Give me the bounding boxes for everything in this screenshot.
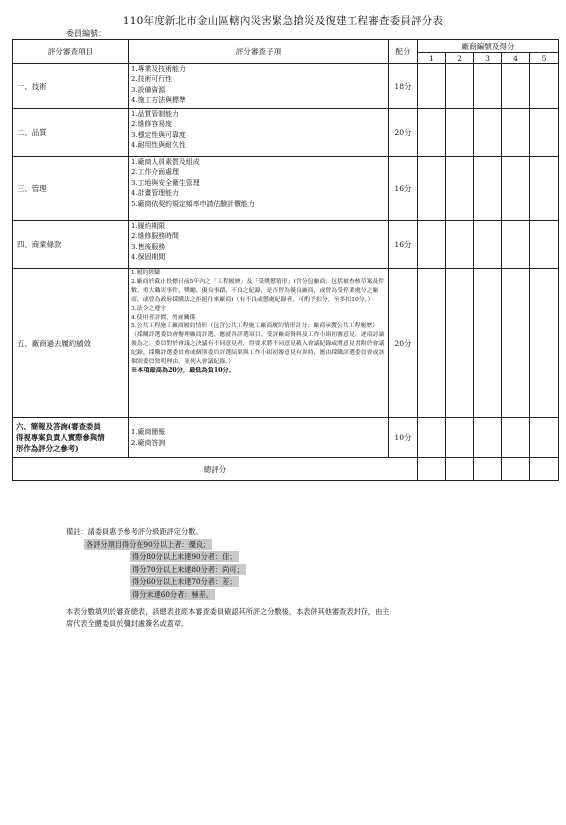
subitem: 2.技術可行性 <box>131 75 173 84</box>
category-line: 形作為評分之參考) <box>16 444 79 453</box>
points-quality: 20分 <box>389 109 418 157</box>
category-past-performance: 五、廠商過去履約績效 <box>13 269 129 418</box>
subitem: 1.履約期限 <box>131 222 166 230</box>
grade-very-poor: 得分未達60分者：極差。 <box>132 589 214 599</box>
score-cell[interactable] <box>446 64 474 109</box>
score-cell[interactable] <box>446 418 474 458</box>
subitem: 4.使用者評價、勞雇關係 <box>131 314 196 321</box>
score-cell[interactable] <box>474 269 502 418</box>
subitem: 2.工作介面處理 <box>131 168 179 177</box>
committee-number-label: 委員編號： <box>66 29 106 38</box>
score-cell[interactable] <box>474 109 502 157</box>
table-row <box>13 64 559 109</box>
score-cell[interactable] <box>502 221 530 269</box>
subitem: 4.耐用性與耐久性 <box>131 141 186 150</box>
score-cell[interactable] <box>418 221 446 269</box>
points-management: 16分 <box>389 157 418 221</box>
points-past-performance: 20分 <box>389 269 418 418</box>
vendor-number-5: 5 <box>530 53 559 64</box>
score-cell[interactable] <box>502 157 530 221</box>
header-evaluation-item: 評分審查項目 <box>13 40 129 64</box>
category-line: 六、簡報及答詢(審查委員 <box>16 422 101 431</box>
subitem: 1.廠商人員素質及組成 <box>131 158 200 166</box>
subitem: 1.品質管制能力 <box>131 110 179 118</box>
subitem: 5.廠商依契約規定頻率申請估驗計價能力 <box>131 199 255 208</box>
table-row <box>13 221 559 269</box>
subitem: 4.施工方法與標準 <box>131 96 186 105</box>
score-cell[interactable] <box>530 64 559 109</box>
score-cell[interactable] <box>446 269 474 418</box>
score-cell[interactable] <box>446 157 474 221</box>
vendor-number-3: 3 <box>474 53 502 64</box>
subitems-technical <box>129 64 389 109</box>
total-score-cell[interactable] <box>530 458 559 481</box>
subitem: 2.維修容易度 <box>131 120 173 129</box>
score-cell[interactable] <box>418 157 446 221</box>
remarks-intro: 備註：請委員惠予參考評分級距評定分數。 <box>66 527 203 536</box>
subitem: 2.維修服務時間 <box>131 232 179 241</box>
total-score-label: 總評分 <box>13 458 418 481</box>
remarks-paragraph-line: 席代表全體委員於彌封處簽名或蓋章。 <box>66 618 189 628</box>
total-score-cell[interactable] <box>502 458 530 481</box>
grade-poor: 得分60分以上未達70分者：差； <box>132 577 237 587</box>
score-cell[interactable] <box>474 221 502 269</box>
vendor-number-2: 2 <box>446 53 474 64</box>
score-range-note: ※本項最高為20分，最低為負10分。 <box>131 366 235 374</box>
score-cell[interactable] <box>418 109 446 157</box>
subitem: 4.計畫管理能力 <box>131 189 179 198</box>
subitems-presentation <box>129 418 389 458</box>
subitem: 3.法令之遵守 <box>131 305 167 312</box>
category-management: 三、管理 <box>13 157 129 221</box>
category-line: 得視專案負責人實際參與情 <box>16 433 105 442</box>
score-cell[interactable] <box>418 269 446 418</box>
subitem: 3.工地與安全衛生管理 <box>131 178 200 187</box>
header-score-allocation: 配分 <box>389 40 418 64</box>
subitem: 3.穩定性與可靠度 <box>131 130 186 139</box>
subitem: 2.廠商答詢 <box>131 438 166 447</box>
category-presentation <box>13 418 129 458</box>
header-vendor-scores: 廠商編號及得分 <box>418 40 559 53</box>
total-score-cell[interactable] <box>446 458 474 481</box>
subitem: 1.專業及技術能力 <box>131 65 186 73</box>
page-title: 110年度新北市金山區轄內災害緊急搶災及復建工程審查委員評分表 <box>122 15 444 27</box>
subitem: 2.廠商於截止投標日前5年內之「工程履歷」及「受獎懲情形」(含分包廠商；包括被查核草案及件數、重大職災事件、獎勵、優良事蹟、不良之紀錄，是否曾為優良廠商，或曾為受停業處分之廠商，或曾為政府採購法之拒絕往來廠商)（有不良或懲處紀錄者，可酌予扣分，至多扣10分。） <box>131 278 385 303</box>
header-evaluation-subitem: 評分審查子項 <box>129 40 389 64</box>
score-cell[interactable] <box>418 418 446 458</box>
vendor-number-4: 4 <box>502 53 530 64</box>
score-cell[interactable] <box>474 64 502 109</box>
subitems-quality <box>129 109 389 157</box>
score-cell[interactable] <box>502 109 530 157</box>
points-commercial-terms: 16分 <box>389 221 418 269</box>
table-row <box>13 418 559 458</box>
score-cell[interactable] <box>502 64 530 109</box>
category-commercial-terms: 四、商業條款 <box>13 221 129 269</box>
subitem: 1.廠商簡報 <box>131 428 166 437</box>
table-row <box>13 109 559 157</box>
grade-good: 得分80分以上未達90分者：佳； <box>132 552 237 562</box>
score-cell[interactable] <box>446 221 474 269</box>
score-cell[interactable] <box>530 157 559 221</box>
subitems-past-performance <box>129 269 389 418</box>
subitem: 4.保固期間 <box>131 253 166 262</box>
total-score-cell[interactable] <box>418 458 446 481</box>
subitem: 5.公共工程施工廠商履約情形（包含公共工程施工廠商履約情形計分、廠商承攬公共工程履歷）（採購評選委員會辦理廠商評選，應就各評選項目、受評廠商資料及工作小組初審意見，逐項討論後為之。委員對於會議之決議有不同意見者，得要求將不同意見載入會議紀錄或將意見書附於會議紀錄。採購評選委員會或個別委員評選結果與工作小組初審意見有異時，應由採購評選委員會或該個別委員敘明理由，並列入會議紀錄。） <box>131 323 385 366</box>
points-technical: 18分 <box>389 64 418 109</box>
remarks-section <box>66 526 536 630</box>
table-row <box>13 269 559 418</box>
score-cell[interactable] <box>530 418 559 458</box>
category-quality: 二、品質 <box>13 109 129 157</box>
subitems-management <box>129 157 389 221</box>
subitem: 1.履約經驗 <box>131 270 161 276</box>
table-row <box>13 157 559 221</box>
points-presentation: 10分 <box>389 418 418 458</box>
score-cell[interactable] <box>502 418 530 458</box>
subitem: 3.售後服務 <box>131 242 166 251</box>
scoring-table <box>12 39 559 481</box>
remarks-paragraph-line: 本表分數填列於審查總表，該總表並經本審查委員確認其所評之分數後，本表併其他審查表封存，由主 <box>66 606 390 616</box>
score-cell[interactable] <box>530 221 559 269</box>
subitem: 3.設備資源 <box>131 85 166 94</box>
total-score-cell[interactable] <box>474 458 502 481</box>
score-cell[interactable] <box>474 157 502 221</box>
grade-fair: 得分70分以上未達80分者：尚可； <box>132 564 244 574</box>
score-cell[interactable] <box>502 269 530 418</box>
total-row <box>13 458 559 481</box>
score-cell[interactable] <box>418 64 446 109</box>
score-cell[interactable] <box>474 418 502 458</box>
score-cell[interactable] <box>530 269 559 418</box>
score-cell[interactable] <box>446 109 474 157</box>
vendor-number-1: 1 <box>418 53 446 64</box>
subitems-commercial-terms <box>129 221 389 269</box>
category-technical: 一、技術 <box>13 64 129 109</box>
grade-excellent: 各評分項目得分在90分以上者：優良； <box>86 539 211 549</box>
score-cell[interactable] <box>530 109 559 157</box>
